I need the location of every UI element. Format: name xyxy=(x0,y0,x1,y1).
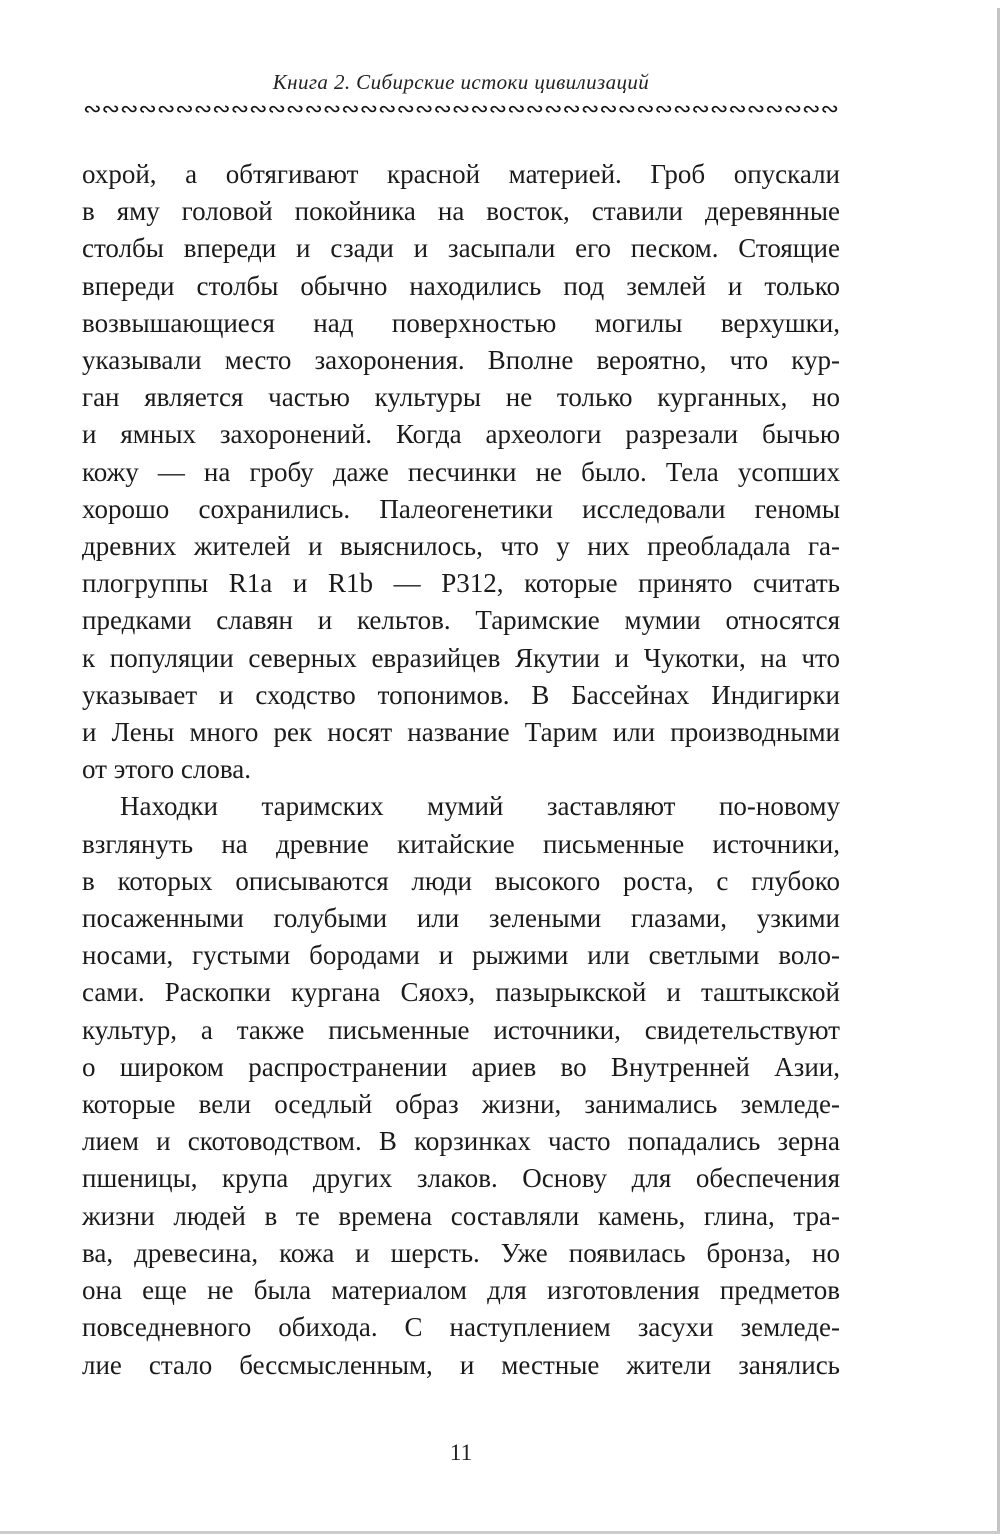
text-line: указывали место захоронения. Вполне вероятно, что кур- xyxy=(82,345,840,376)
text-line: которые вели оседлый образ жизни, занимались земледе- xyxy=(82,1089,840,1120)
text-line: в которых описываются люди высокого роста, с глубоко xyxy=(82,865,840,896)
text-line: повседневного обихода. С наступлением засухи земледе- xyxy=(82,1312,840,1343)
text-line: ва, древесина, кожа и шерсть. Уже появилась бронза, но xyxy=(82,1237,840,1268)
paragraph xyxy=(82,788,840,1383)
text-line: и ямных захоронений. Когда археологи разрезали бычью xyxy=(82,419,840,450)
text-line: взглянуть на древние китайские письменные источники, xyxy=(82,828,840,859)
text-line: указывает и сходство топонимов. В Бассейнах Индигирки xyxy=(82,679,840,710)
text-line: она еще не была материалом для изготовления предметов xyxy=(82,1275,840,1306)
text-line: хорошо сохранились. Палеогенетики исследовали геномы xyxy=(82,493,840,524)
text-line: плогруппы R1a и R1b — Р312, которые принято считать xyxy=(82,568,840,599)
text-line: пшеницы, крупа других злаков. Основу для обеспечения xyxy=(82,1163,840,1194)
text-line: посаженными голубыми или зелеными глазами, узкими xyxy=(82,903,840,934)
text-line: впереди столбы обычно находились под землей и только xyxy=(82,270,840,301)
text-line: ган является частью культуры не только курганных, но xyxy=(82,382,840,413)
text-line: лием и скотоводством. В корзинках часто попадались зерна xyxy=(82,1126,840,1157)
text-line: Находки таримских мумий заставляют по-новому xyxy=(120,791,840,822)
text-line: к популяции северных евразийцев Якутии и Чукотки, на что xyxy=(82,642,840,673)
text-line: жизни людей в те времена составляли камень, глина, тра- xyxy=(82,1200,840,1231)
text-line: лие стало бессмысленным, и местные жители занялись xyxy=(82,1349,840,1380)
body-text xyxy=(82,156,840,1384)
running-header: Книга 2. Сибирские истоки цивилизаций xyxy=(272,70,650,94)
text-line: охрой, а обтягивают красной материей. Гроб опускали xyxy=(82,159,840,189)
ornamental-divider: ∾∾∾∾∾∾∾∾∾∾∾∾∾∾∾∾∾∾∾∾∾∾∾∾∾∾∾∾∾∾∾∾∾∾∾∾∾∾∾∾∾ xyxy=(83,97,839,122)
text-line: носами, густыми бородами и рыжими или светлыми воло- xyxy=(82,940,840,971)
page-number: 11 xyxy=(449,1440,473,1465)
text-line: древних жителей и выяснилось, что у них преобладала га- xyxy=(82,531,840,562)
text-line: в яму головой покойника на восток, ставили деревянные xyxy=(82,196,840,227)
text-line: культур, а также письменные источники, свидетельствуют xyxy=(82,1014,840,1045)
text-line: и Лены много рек носят название Тарим или производными xyxy=(82,717,840,748)
text-line: от этого слова. xyxy=(82,754,251,785)
text-line: кожу — на гробу даже песчинки не было. Тела усопших xyxy=(82,456,840,487)
paragraph xyxy=(82,156,840,788)
text-line: о широком распространении ариев во Внутренней Азии, xyxy=(82,1051,840,1082)
text-line: предками славян и кельтов. Таримские мумии относятся xyxy=(82,605,840,636)
text-line: сами. Раскопки кургана Сяохэ, пазырыкской и таштыкской xyxy=(82,977,840,1008)
text-line: столбы впереди и сзади и засыпали его песком. Стоящие xyxy=(82,233,840,264)
text-line: возвышающиеся над поверхностью могилы верхушки, xyxy=(82,307,840,338)
